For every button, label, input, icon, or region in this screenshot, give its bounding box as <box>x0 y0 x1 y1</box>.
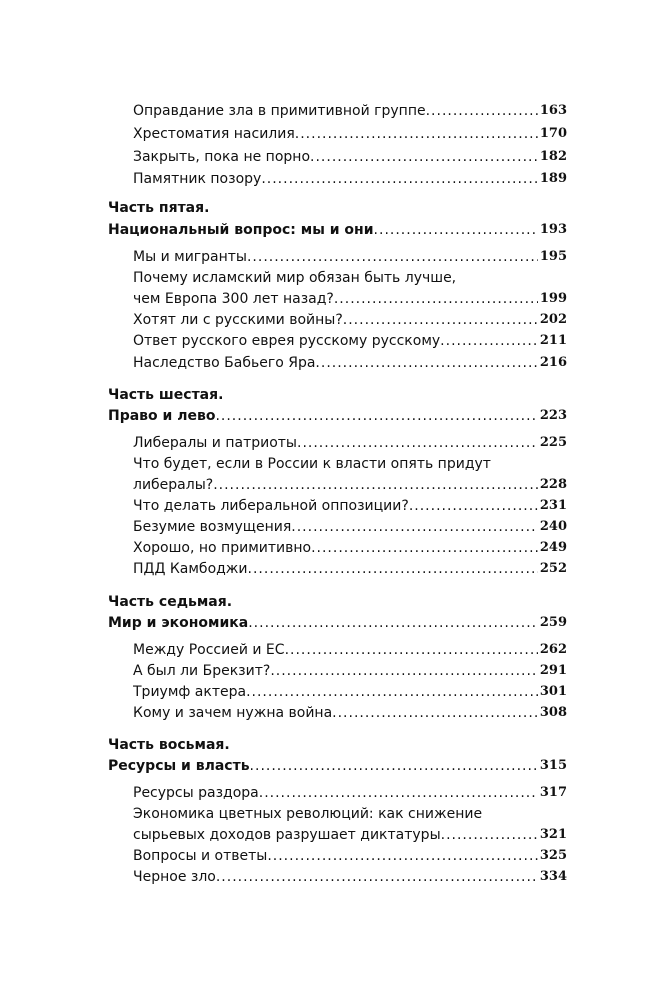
toc-entry[interactable] <box>133 100 567 122</box>
toc-entry[interactable] <box>133 330 567 352</box>
toc-entry-title: А был ли Брекзит? <box>133 663 271 679</box>
toc-entry[interactable] <box>133 516 567 538</box>
part-title-entry[interactable] <box>108 405 567 427</box>
toc-entry-title: Хотят ли с русскими войны? <box>133 312 343 328</box>
toc-entry-title: ПДД Камбоджи <box>133 561 248 577</box>
part-heading: Часть пятая. <box>108 200 210 216</box>
toc-entry-title: Черное зло <box>133 869 216 885</box>
toc-entry-page: 225 <box>539 435 567 450</box>
dot-leader <box>409 495 538 517</box>
toc-entry[interactable] <box>133 660 567 682</box>
toc-entry-page: 308 <box>539 705 567 720</box>
part-page: 223 <box>539 408 567 423</box>
toc-entry[interactable] <box>133 168 567 190</box>
toc-entry[interactable] <box>133 352 567 374</box>
toc-entry-title: Оправдание зла в примитивной группе <box>133 103 426 119</box>
toc-entry-title: сырьевых доходов разрушает диктатуры <box>133 827 441 843</box>
dot-leader <box>310 146 538 168</box>
part-title-entry[interactable] <box>108 612 567 634</box>
dot-leader <box>374 219 538 241</box>
dot-leader <box>291 516 538 538</box>
dot-leader <box>334 288 538 310</box>
toc-entry-page: 170 <box>539 126 567 141</box>
toc-entry-title: Вопросы и ответы <box>133 848 268 864</box>
toc-entry-title: Безумие возмущения <box>133 519 292 535</box>
dot-leader <box>215 405 537 427</box>
toc-entry-page: 240 <box>539 519 567 534</box>
toc-entry-page: 189 <box>539 171 567 186</box>
toc-entry-page: 228 <box>539 477 567 492</box>
toc-entry-page: 301 <box>539 684 567 699</box>
dot-leader <box>343 309 538 331</box>
toc-entry-title: либералы? <box>133 477 214 493</box>
toc-entry-title: Ресурсы раздора <box>133 785 259 801</box>
toc-entry-title: Закрыть, пока не порно <box>133 149 311 165</box>
part-title-entry[interactable] <box>108 219 567 241</box>
dot-leader <box>270 660 538 682</box>
toc-entry[interactable] <box>133 782 567 804</box>
dot-leader <box>250 755 538 777</box>
toc-entry-title: Между Россией и ЕС <box>133 642 285 658</box>
toc-entry-page: 317 <box>539 785 567 800</box>
dot-leader <box>213 474 538 496</box>
toc-entry-page: 231 <box>539 498 567 513</box>
toc-entry[interactable] <box>133 309 567 331</box>
toc-entry[interactable] <box>133 123 567 145</box>
dot-leader <box>248 612 538 634</box>
dot-leader <box>332 702 538 724</box>
toc-entry-line1: Что будет, если в России к власти опять придут <box>133 456 491 472</box>
toc-entry-title: Хрестоматия насилия <box>133 126 295 142</box>
toc-entry[interactable] <box>133 432 567 454</box>
toc-entry-page: 249 <box>539 540 567 555</box>
toc-entry-page: 195 <box>539 249 567 264</box>
toc-entry-page: 211 <box>539 333 567 348</box>
toc-entry[interactable] <box>133 288 567 310</box>
toc-entry-page: 334 <box>539 869 567 884</box>
toc-entry[interactable] <box>133 558 567 580</box>
dot-leader <box>267 845 538 867</box>
toc-entry[interactable] <box>133 681 567 703</box>
dot-leader <box>441 824 538 846</box>
part-title: Мир и экономика <box>108 615 249 631</box>
toc-entry-title: Ответ русского еврея русскому русскому <box>133 333 441 349</box>
toc-entry-title: Триумф актера <box>133 684 247 700</box>
toc-entry-title: Мы и мигранты <box>133 249 247 265</box>
dot-leader <box>297 432 538 454</box>
part-heading: Часть шестая. <box>108 387 224 403</box>
toc-entry-title: Либералы и патриоты <box>133 435 297 451</box>
toc-entry-line1: Почему исламский мир обязан быть лучше, <box>133 270 457 286</box>
toc-entry[interactable] <box>133 146 567 168</box>
toc-entry[interactable] <box>133 845 567 867</box>
toc-entry-page: 321 <box>539 827 567 842</box>
part-page: 193 <box>539 222 567 237</box>
toc-entry[interactable] <box>133 537 567 559</box>
part-title-entry[interactable] <box>108 755 567 777</box>
dot-leader <box>285 639 538 661</box>
toc-entry-page: 202 <box>539 312 567 327</box>
dot-leader <box>426 100 538 122</box>
part-heading: Часть восьмая. <box>108 737 230 753</box>
toc-entry-page: 163 <box>539 103 567 118</box>
dot-leader <box>261 168 538 190</box>
toc-entry[interactable] <box>133 866 567 888</box>
dot-leader <box>247 246 538 268</box>
dot-leader <box>259 782 538 804</box>
toc-entry-title: Хорошо, но примитивно <box>133 540 312 556</box>
toc-entry[interactable] <box>133 702 567 724</box>
toc-entry[interactable] <box>133 824 567 846</box>
toc-entry-title: Памятник позору <box>133 171 262 187</box>
toc-entry-page: 291 <box>539 663 567 678</box>
part-page: 315 <box>539 758 567 773</box>
toc-entry-page: 199 <box>539 291 567 306</box>
toc-entry-title: Наследство Бабьего Яра <box>133 355 316 371</box>
dot-leader <box>248 558 538 580</box>
toc-entry[interactable] <box>133 474 567 496</box>
toc-entry-page: 262 <box>539 642 567 657</box>
toc-entry-title: Кому и зачем нужна война <box>133 705 333 721</box>
dot-leader <box>440 330 538 352</box>
part-title: Ресурсы и власть <box>108 758 250 774</box>
toc-entry-page: 252 <box>539 561 567 576</box>
dot-leader <box>315 352 537 374</box>
toc-entry-page: 182 <box>539 149 567 164</box>
dot-leader <box>311 537 538 559</box>
dot-leader <box>295 123 538 145</box>
toc-entry-title: чем Европа 300 лет назад? <box>133 291 334 307</box>
toc-entry-page: 216 <box>539 355 567 370</box>
part-page: 259 <box>539 615 567 630</box>
dot-leader <box>246 681 538 703</box>
part-heading: Часть седьмая. <box>108 594 233 610</box>
toc-entry[interactable] <box>133 246 567 268</box>
toc-entry-title: Что делать либеральной оппозиции? <box>133 498 409 514</box>
toc-entry[interactable] <box>133 639 567 661</box>
toc-entry[interactable] <box>133 495 567 517</box>
dot-leader <box>216 866 538 888</box>
toc-entry-page: 325 <box>539 848 567 863</box>
toc-entry-line1: Экономика цветных революций: как снижение <box>133 806 483 822</box>
part-title: Право и лево <box>108 408 216 424</box>
part-title: Национальный вопрос: мы и они <box>108 222 374 238</box>
